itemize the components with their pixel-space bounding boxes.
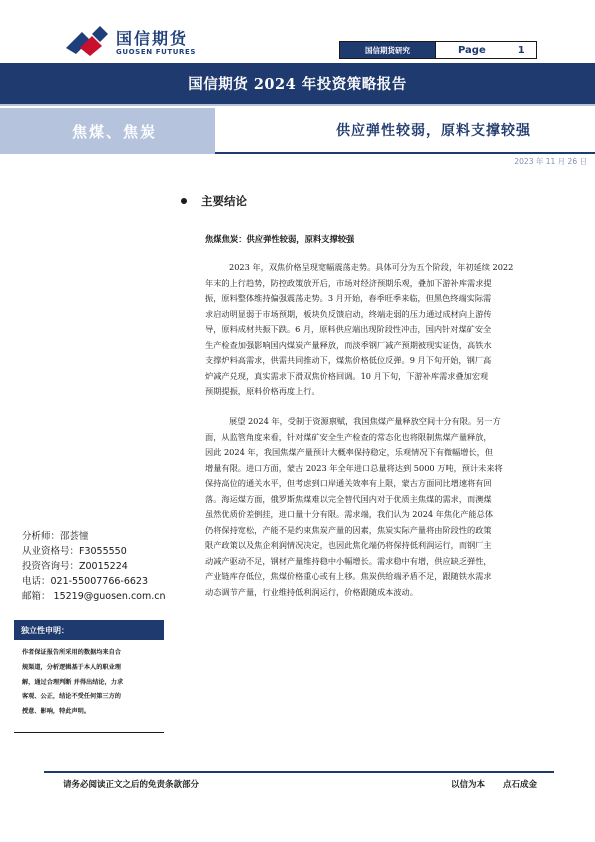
independence-statement [14,620,164,733]
conclusion-title: 焦煤焦炭：供应弹性较弱，原料支撑较强 [205,234,355,244]
statement-divider [14,732,164,733]
statement-line: 授意、影响，特此声明。 [22,708,91,716]
paragraph-line: 振，原料整体维持偏强震荡走势。3 月开始，春季旺季来临，但黑色终端实际需 [205,293,492,303]
paragraph-line: 动态调节产量，行业维持低利润运行，价格跟随成本波动。 [205,586,418,597]
sector-box [0,108,215,154]
report-date: 2023 年 11 月 26 日 [514,157,587,166]
analyst-name: 分析师：邵荟憧 [22,531,89,542]
bullet-icon [181,198,187,204]
statement-line: 规渠道，分析逻辑基于本人的职业理 [22,663,121,671]
paragraph-line: 因此 2024 年，我国焦煤产量预计大概率保持稳定，乐观情况下有微幅增长，但 [205,447,494,457]
paragraph-line: 动减产驱动不足，钢材产量维持稳中小幅增长。需求稳中有增，供应缺乏弹性， [205,555,492,566]
report-title: 国信期货 2024 年投资策略报告 [188,76,407,93]
analyst-phone: 电话：021-55007766-6623 [22,576,149,587]
paragraph-line: 2023 年，双焦价格呈现宽幅震荡走势。具体可分为五个阶段，年初延续 2022 [229,262,514,272]
paragraph-line: 保持高位的通关水平，但考虑到口岸通关效率有上限，蒙古方面同比增速将有回 [205,478,492,488]
paragraph-line: 面，从监管角度来看，针对煤矿安全生产检查的常态化也将限制焦煤产量释放， [205,431,492,442]
slogan-part-1: 以信为本 [450,780,485,790]
footer-divider [44,771,554,773]
analyst-email[interactable]: 邮箱： 15219@guosen.com.cn [22,591,166,602]
report-meta-box [339,41,537,59]
paragraph-line: 展望 2024 年，受制于资源禀赋，我国焦煤产量释放空间十分有限。另一方 [229,416,501,426]
paragraph-line: 预期提振，原料价格再度上行。 [205,386,320,396]
sector-label: 焦煤、焦炭 [72,122,158,141]
page-label: Page [458,44,486,56]
paragraph-line: 炉减产兑现，真实需求下滑双焦价格回调。10 月下旬，下游补库需求叠加宏观 [205,370,489,381]
statement-body [14,646,164,720]
logo-text-en: GUOSEN FUTURES [116,48,197,56]
paragraph-line: 限产政策以及焦企利润情况决定，也因此焦化端仍将保持低利润运行，而钢厂主 [205,540,492,550]
statement-line: 作者保证报告所采用的数据均来自合 [22,649,121,656]
paragraph-line: 落。海运煤方面，俄罗斯焦煤难以完全替代国内对于优质主焦煤的需求，而澳煤 [205,493,492,504]
statement-title: 独立性申明： [14,620,164,640]
paragraph-review [205,260,550,400]
logo-mark-icon [62,26,110,56]
page-number: 1 [517,44,525,56]
analyst-license: 从业资格号：F3055550 [22,546,127,557]
slogan-part-2: 点石成金 [502,780,537,790]
paragraph-line: 支撑炉料高需求，供需共同推动下，煤焦价格低位反弹。9 月下旬开始，钢厂高 [205,355,492,365]
company-logo [62,24,202,62]
date-divider [215,152,595,154]
paragraph-outlook [205,414,550,600]
analyst-info [22,529,166,604]
paragraph-line: 仍将保持宽松，产能不是约束焦炭产量的因素，焦炭实际产量将由阶段性的政策 [205,524,492,535]
paragraph-line: 生产检查加强影响国内煤炭产量释放，而淡季钢厂减产预期被现实证伪，高铁水 [205,339,492,350]
paragraph-line: 导，原料成材共振下跌。6 月，原料供应端出现阶段性冲击，国内针对煤矿安全 [205,324,492,334]
page-indicator [436,42,536,58]
logo-text-cn: 国信期货 [116,29,189,48]
analyst-consult-number: 投资咨询号：Z0015224 [22,561,128,572]
footer-disclaimer-note: 请务必阅读正文之后的免责条款部分 [63,780,200,790]
paragraph-line: 产业链库存低位，焦煤价格重心或有上移。焦炭供给端矛盾不足，跟随铁水需求 [205,571,492,581]
footer-slogan [451,778,537,790]
paragraph-line: 年末的上行趋势，防控政策放开后，市场对经济预期乐观，叠加下游补库需求提 [205,277,492,288]
firm-label: 国信期货研究 [340,42,436,58]
report-subtitle: 供应弹性较弱，原料支撑较强 [336,123,531,139]
section-title: 主要结论 [201,194,247,208]
statement-line: 客观、公正，结论不受任何第三方的 [22,693,121,701]
statement-line: 解，通过合理判断 并得出结论，力求 [22,678,124,686]
report-title-bar [0,63,595,106]
paragraph-line: 求启动明显弱于市场预期，板块负反馈启动，终端走弱的压力通过成材向上游传 [205,308,492,319]
section-heading [181,193,247,209]
paragraph-line: 增量有限。进口方面，蒙古 2023 年全年进口总量将达到 5000 万吨，预计未来将 [205,462,503,473]
paragraph-line: 虽然优质价差倒挂，进口量十分有限。需求端，我们认为 2024 年焦化产能总体 [205,509,494,519]
